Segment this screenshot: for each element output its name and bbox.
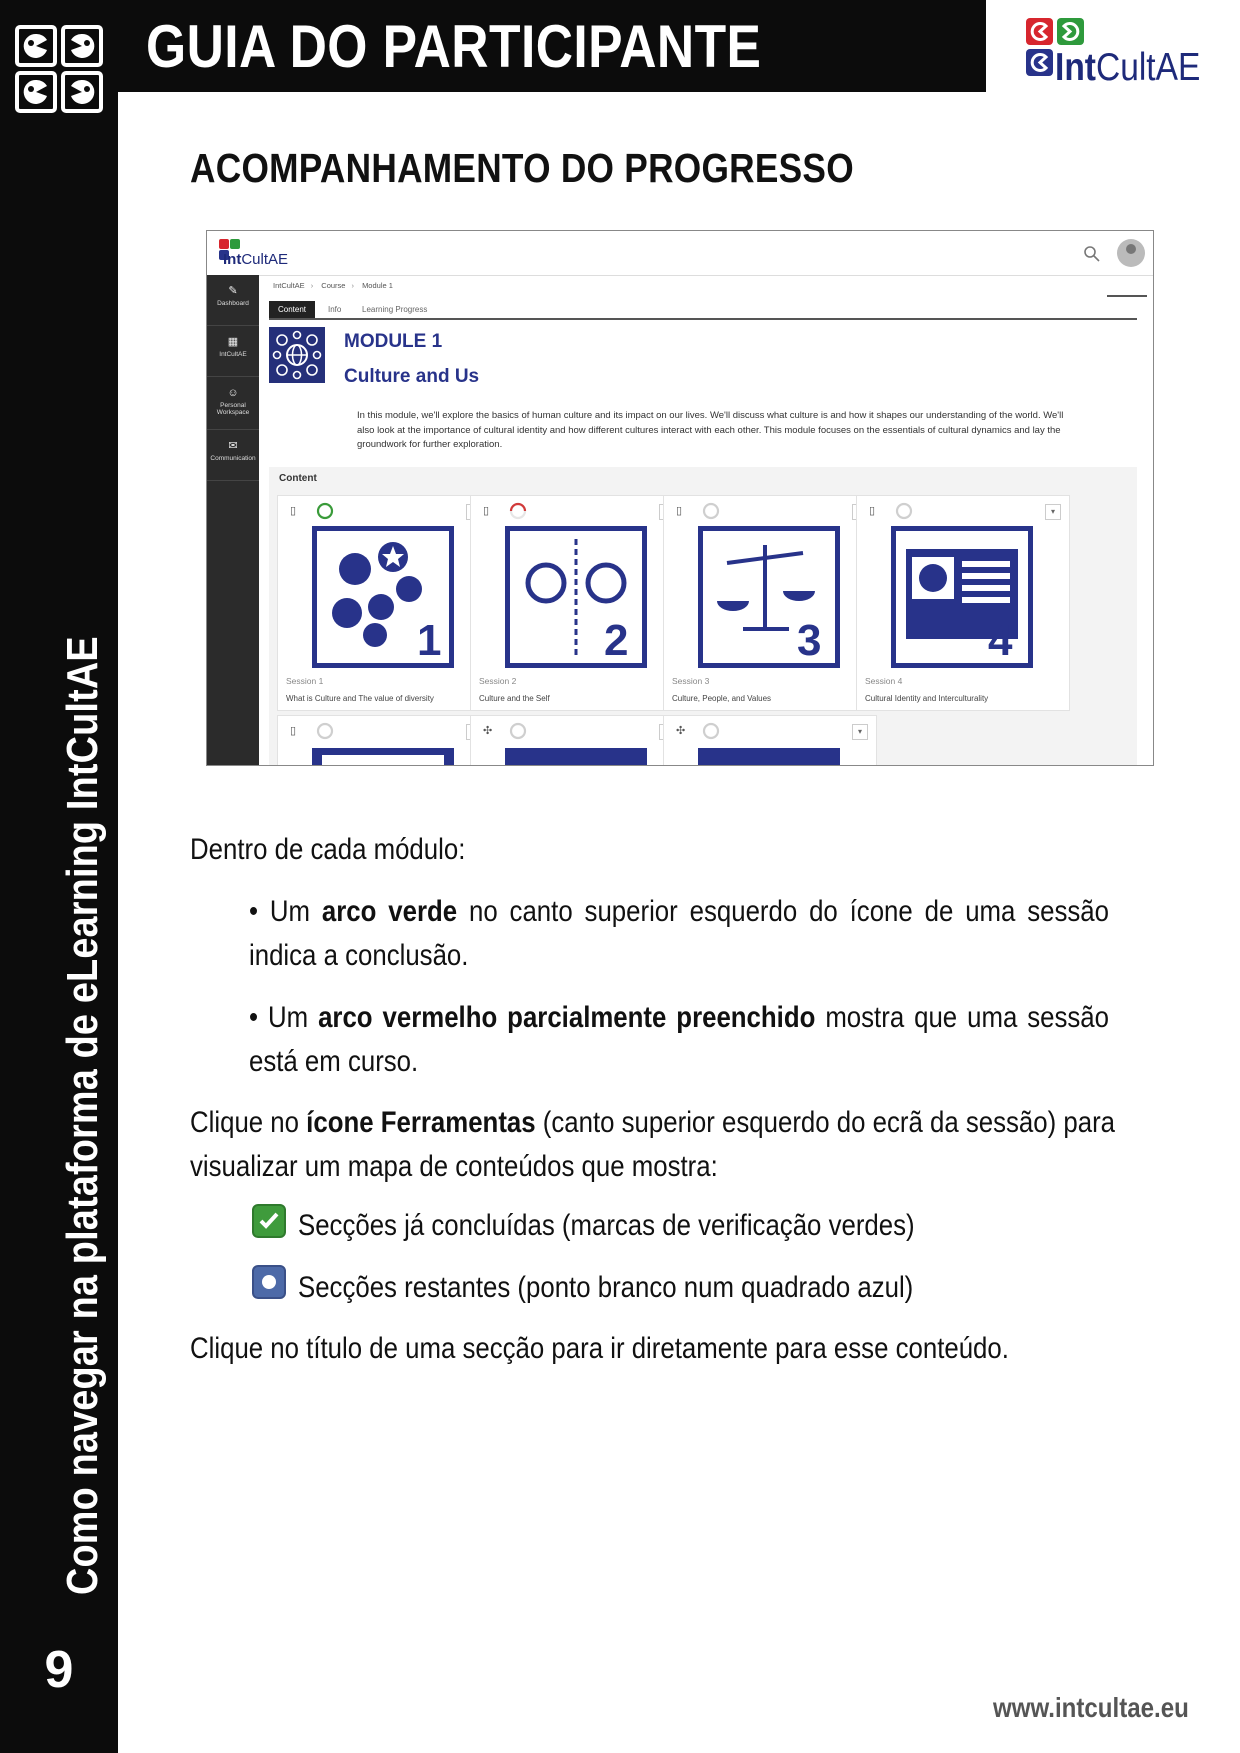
- person-icon: ☺: [227, 387, 239, 399]
- progress-ring-icon: [316, 502, 334, 520]
- session-card-5[interactable]: [277, 715, 491, 766]
- svg-text:4: 4: [988, 616, 1013, 663]
- breadcrumb: IntCultAE › Course › Module 1: [273, 281, 393, 290]
- session-7-image: [698, 748, 840, 766]
- progress-ring-icon: [702, 502, 720, 520]
- session-card-6[interactable]: [470, 715, 684, 766]
- nav-item-communication[interactable]: ✉ Communication: [207, 430, 259, 481]
- blue-dot-square-icon: [252, 1265, 286, 1299]
- intcultae-icon: ▦: [227, 336, 239, 348]
- document-icon: ▯: [676, 505, 683, 517]
- content-panel: [269, 467, 1137, 766]
- puzzle-icon: ✣: [676, 725, 686, 737]
- closing-text: Clique no título de uma secção para ir diretamente para esse conteúdo.: [190, 1332, 1009, 1365]
- nav-item-intcultae[interactable]: ▦ IntCultAE: [207, 326, 259, 377]
- session-5-image: [312, 748, 454, 766]
- document-icon: ▯: [290, 725, 297, 737]
- module-title: Culture and Us: [344, 366, 480, 387]
- user-avatar[interactable]: [1117, 239, 1145, 267]
- progress-ring-icon: [316, 722, 334, 740]
- green-checkbox-icon: [252, 1204, 286, 1238]
- intro-text: Dentro de cada módulo:: [190, 833, 466, 866]
- progress-ring-icon: [509, 722, 527, 740]
- left-sidebar: [0, 0, 118, 1753]
- progress-ring-icon: [895, 502, 913, 520]
- session-6-image: [505, 748, 647, 766]
- session-number: Session 2: [479, 676, 517, 686]
- progress-ring-icon: [702, 722, 720, 740]
- session-number: Session 3: [672, 676, 710, 686]
- content-label: Content: [279, 473, 317, 484]
- nav-item-dashboard[interactable]: ✎ Dashboard: [207, 275, 259, 326]
- breadcrumb-item[interactable]: IntCultAE: [273, 281, 305, 290]
- session-card-7[interactable]: [663, 715, 877, 766]
- top-banner: [118, 0, 986, 92]
- svg-text:2: 2: [604, 616, 629, 663]
- breadcrumb-item[interactable]: Module 1: [362, 281, 393, 290]
- session-title[interactable]: Culture, People, and Values: [672, 694, 772, 703]
- nav-item-personal-workspace[interactable]: ☺ Personal Workspace: [207, 377, 259, 430]
- session-number: Session 4: [865, 676, 903, 686]
- tools-instruction: Clique no ícone Ferramentas (canto superior esquerdo do ecrã da sessão) para visualizar um mapa de conteúdos que mostra:: [190, 1106, 1116, 1183]
- session-title[interactable]: What is Culture and The value of diversity: [286, 694, 434, 703]
- section-heading: ACOMPANHAMENTO DO PROGRESSO: [190, 145, 854, 191]
- tab-content[interactable]: Content: [269, 301, 315, 318]
- dropdown-button[interactable]: ▾: [852, 724, 868, 740]
- dropdown-button[interactable]: ▾: [1045, 504, 1061, 520]
- chat-icon: ✉: [228, 440, 238, 452]
- session-2-image: [505, 526, 647, 668]
- document-icon: ▯: [483, 505, 490, 517]
- session-3-image: [698, 526, 840, 668]
- module-description: In this module, we'll explore the basics of human culture and its impact on our lives. We'll discuss what culture is and how it shapes our understanding of the world. We'll also look at the importance of cultural identity and how different cultures interact with each other. This module focuses on the essentials of cultural dynamics and lay the groundwork for further exploration.: [357, 410, 1064, 450]
- session-card-2[interactable]: [470, 495, 684, 711]
- guide-title: GUIA DO PARTICIPANTE: [146, 13, 762, 80]
- session-1-image: [312, 526, 454, 668]
- tab-info[interactable]: Info: [328, 305, 342, 314]
- document-icon: ▯: [869, 505, 876, 517]
- session-4-image: [891, 526, 1033, 668]
- session-card-4[interactable]: [856, 495, 1070, 711]
- website-url[interactable]: www.intcultae.eu: [993, 1692, 1189, 1723]
- bullet-green-arc: • Um arco verde no canto superior esquerdo do ícone de uma sessão indica a conclusão.: [249, 895, 1110, 972]
- session-title[interactable]: Culture and the Self: [479, 694, 550, 703]
- progress-ring-icon: [509, 502, 527, 520]
- brand-logo: [1024, 16, 1204, 88]
- document-icon: ▯: [290, 505, 297, 517]
- bullet-red-arc: • Um arco vermelho parcialmente preenchido mostra que uma sessão está em curso.: [249, 1001, 1109, 1078]
- session-number: Session 1: [286, 676, 324, 686]
- svg-text:3: 3: [797, 616, 822, 663]
- svg-text:1: 1: [417, 616, 442, 663]
- brand-wordmark: IntCultAE: [1055, 46, 1201, 89]
- screenshot-topbar: [207, 231, 1153, 276]
- sidebar-title: Como navegar na plataforma de eLearning IntCultAE: [58, 636, 107, 1595]
- search-icon[interactable]: [1083, 245, 1101, 263]
- intcultae-symbol-icon: [14, 24, 104, 114]
- dashboard-icon: ✎: [228, 285, 238, 297]
- divider: [1107, 295, 1147, 297]
- session-title[interactable]: Cultural Identity and Interculturality: [865, 694, 989, 703]
- module-globe-icon: [269, 327, 325, 383]
- platform-screenshot: [206, 230, 1154, 766]
- completed-sections-text: Secções já concluídas (marcas de verificação verdes): [298, 1209, 915, 1242]
- remaining-sections-text: Secções restantes (ponto branco num quadrado azul): [298, 1271, 914, 1304]
- module-tabs: [269, 301, 1137, 320]
- breadcrumb-item[interactable]: Course: [321, 281, 346, 290]
- page-number: 9: [44, 1641, 74, 1699]
- screenshot-logo-text: IntCultAE: [223, 251, 289, 268]
- screenshot-side-nav: [207, 275, 259, 765]
- tab-learning-progress[interactable]: Learning Progress: [362, 305, 428, 314]
- session-card-3[interactable]: [663, 495, 877, 711]
- module-number: MODULE 1: [344, 331, 443, 352]
- puzzle-icon: ✣: [483, 725, 493, 737]
- session-card-1[interactable]: [277, 495, 491, 711]
